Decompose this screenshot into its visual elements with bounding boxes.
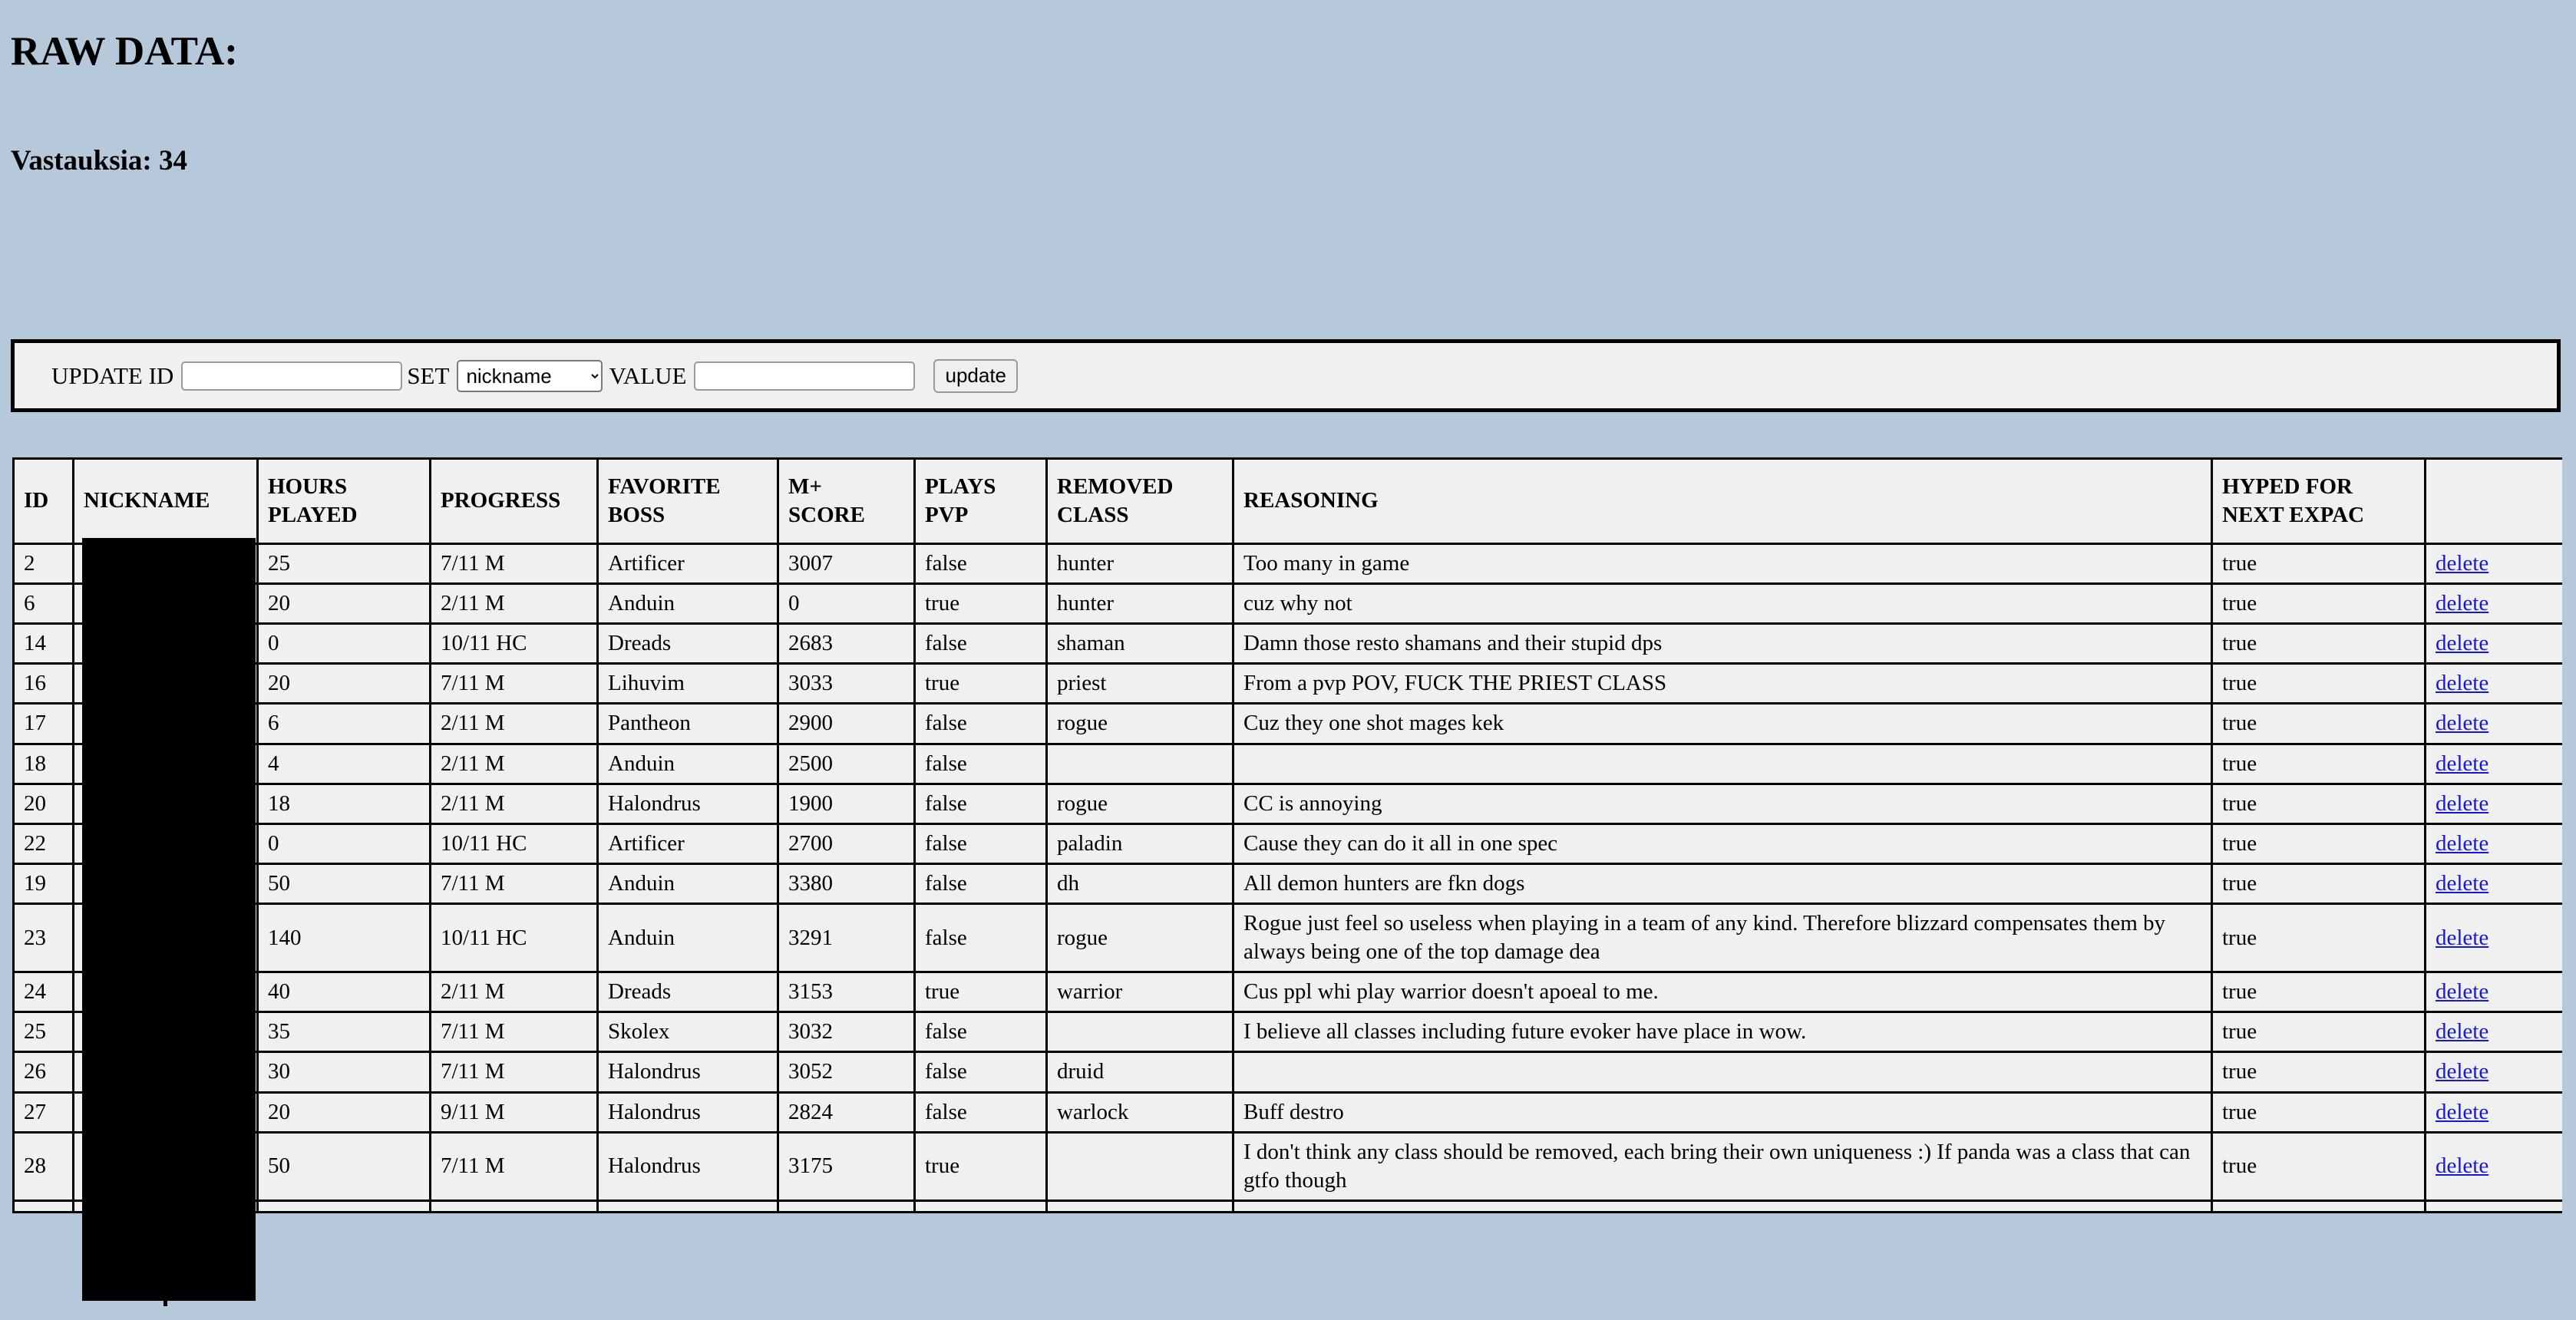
cell-id: 23 bbox=[14, 903, 74, 972]
cell-progress: 7/11 M bbox=[431, 544, 598, 584]
cell-mscore: 3153 bbox=[778, 972, 915, 1012]
cell-hours: 18 bbox=[258, 784, 431, 823]
cell-removed: rogue bbox=[1047, 704, 1234, 744]
cell-pvp: false bbox=[915, 1092, 1047, 1132]
delete-row-link[interactable]: delete bbox=[2436, 711, 2489, 736]
cell-reasoning: Cause they can do it all in one spec bbox=[1234, 823, 2212, 863]
cell-mscore: 0 bbox=[778, 584, 915, 624]
cell-mscore: 1900 bbox=[778, 784, 915, 823]
cell-id: 26 bbox=[14, 1052, 74, 1092]
cell-progress: 10/11 HC bbox=[431, 903, 598, 972]
cell-reasoning: From a pvp POV, FUCK THE PRIEST CLASS bbox=[1234, 664, 2212, 704]
update-id-input[interactable] bbox=[181, 361, 402, 391]
cell-boss: Halondrus bbox=[598, 784, 778, 823]
cell-boss: Pantheon bbox=[598, 704, 778, 744]
cell-actions bbox=[2426, 704, 2563, 744]
cell-pvp: true bbox=[915, 972, 1047, 1012]
cell-boss: Anduin bbox=[598, 584, 778, 624]
cell-id: 20 bbox=[14, 784, 74, 823]
cell-boss: Anduin bbox=[598, 744, 778, 784]
cell-hyped: true bbox=[2212, 584, 2426, 624]
update-value-input[interactable] bbox=[694, 361, 915, 391]
cell-removed: priest bbox=[1047, 664, 1234, 704]
column-header-actions bbox=[2426, 459, 2563, 544]
cell-id: 14 bbox=[14, 624, 74, 664]
cell-hyped: true bbox=[2212, 784, 2426, 823]
cell-boss: Artificer bbox=[598, 544, 778, 584]
cell-reasoning: Rogue just feel so useless when playing in a team of any kind. Therefore blizzard compensates them by always being one of the top damage dea bbox=[1234, 903, 2212, 972]
cell-hyped: true bbox=[2212, 1052, 2426, 1092]
cell-hyped: true bbox=[2212, 744, 2426, 784]
value-label: VALUE bbox=[609, 361, 687, 389]
cell-boss: Anduin bbox=[598, 903, 778, 972]
cell-pvp: false bbox=[915, 704, 1047, 744]
delete-row-link[interactable]: delete bbox=[2436, 551, 2489, 576]
cell-removed: hunter bbox=[1047, 584, 1234, 624]
delete-row-link[interactable]: delete bbox=[2436, 1019, 2489, 1044]
set-column-select[interactable] bbox=[457, 360, 603, 392]
cell-actions bbox=[2426, 1052, 2563, 1092]
column-header-mscore: M+ SCORE bbox=[778, 459, 915, 544]
cell-reasoning bbox=[1234, 1200, 2212, 1212]
cell-hyped: true bbox=[2212, 903, 2426, 972]
cell-progress: 7/11 M bbox=[431, 1052, 598, 1092]
cell-reasoning: Cus ppl whi play warrior doesn't apoeal to me. bbox=[1234, 972, 2212, 1012]
cell-progress: 2/11 M bbox=[431, 744, 598, 784]
cell-pvp: false bbox=[915, 624, 1047, 664]
cell-id: 18 bbox=[14, 744, 74, 784]
cell-reasoning: Too many in game bbox=[1234, 544, 2212, 584]
table-row bbox=[14, 784, 2563, 823]
cell-boss: Artificer bbox=[598, 823, 778, 863]
cell-id: 16 bbox=[14, 664, 74, 704]
cell-mscore: 3033 bbox=[778, 664, 915, 704]
cell-removed: shaman bbox=[1047, 624, 1234, 664]
cell-progress: 2/11 M bbox=[431, 584, 598, 624]
cell-boss: Dreads bbox=[598, 624, 778, 664]
cell-id bbox=[14, 1200, 74, 1212]
cell-boss: Halondrus bbox=[598, 1092, 778, 1132]
set-label: SET bbox=[407, 361, 450, 389]
response-count-heading: Vastauksia: 34 bbox=[11, 145, 187, 177]
cell-pvp: false bbox=[915, 903, 1047, 972]
cell-boss: Skolex bbox=[598, 1012, 778, 1052]
delete-row-link[interactable]: delete bbox=[2436, 790, 2489, 816]
cell-mscore: 3175 bbox=[778, 1132, 915, 1200]
cell-pvp: false bbox=[915, 1012, 1047, 1052]
cell-reasoning bbox=[1234, 744, 2212, 784]
cell-mscore: 2824 bbox=[778, 1092, 915, 1132]
table-row bbox=[14, 704, 2563, 744]
cell-actions bbox=[2426, 903, 2563, 972]
column-header-removed: REMOVED CLASS bbox=[1047, 459, 1234, 544]
column-header-nickname: NICKNAME bbox=[74, 459, 258, 544]
cell-hours: 140 bbox=[258, 903, 431, 972]
cell-hours: 0 bbox=[258, 624, 431, 664]
cell-id: 6 bbox=[14, 584, 74, 624]
cell-hours: 20 bbox=[258, 1092, 431, 1132]
cell-progress: 2/11 M bbox=[431, 784, 598, 823]
delete-row-link[interactable]: delete bbox=[2436, 830, 2489, 856]
table-row bbox=[14, 1092, 2563, 1132]
cell-id: 27 bbox=[14, 1092, 74, 1132]
column-header-reasoning: REASONING bbox=[1234, 459, 2212, 544]
cell-id: 22 bbox=[14, 823, 74, 863]
cell-progress: 2/11 M bbox=[431, 704, 598, 744]
delete-row-link[interactable]: delete bbox=[2436, 591, 2489, 616]
cell-reasoning: Cuz they one shot mages kek bbox=[1234, 704, 2212, 744]
table-row bbox=[14, 1012, 2563, 1052]
cell-actions bbox=[2426, 1200, 2563, 1212]
column-header-progress: PROGRESS bbox=[431, 459, 598, 544]
cell-hours: 30 bbox=[258, 1052, 431, 1092]
cell-reasoning: I believe all classes including future evoker have place in wow. bbox=[1234, 1012, 2212, 1052]
cell-hours: 25 bbox=[258, 544, 431, 584]
table-header-row bbox=[14, 459, 2563, 544]
delete-row-link[interactable]: delete bbox=[2436, 751, 2489, 776]
cell-progress: 7/11 M bbox=[431, 863, 598, 903]
cell-progress: 10/11 HC bbox=[431, 823, 598, 863]
cell-pvp: false bbox=[915, 544, 1047, 584]
page-title: RAW DATA: bbox=[11, 29, 238, 74]
update-record-form bbox=[11, 339, 2561, 412]
cell-boss: Halondrus bbox=[598, 1132, 778, 1200]
cell-id: 28 bbox=[14, 1132, 74, 1200]
delete-row-link[interactable]: delete bbox=[2436, 671, 2489, 696]
cell-actions bbox=[2426, 1092, 2563, 1132]
cell-actions bbox=[2426, 972, 2563, 1012]
cell-removed: hunter bbox=[1047, 544, 1234, 584]
cell-pvp: true bbox=[915, 1132, 1047, 1200]
cell-actions bbox=[2426, 584, 2563, 624]
cell-actions bbox=[2426, 664, 2563, 704]
cell-hours: 50 bbox=[258, 1132, 431, 1200]
cell-progress bbox=[431, 1200, 598, 1212]
table-row bbox=[14, 863, 2563, 903]
raw-data-table-wrapper bbox=[12, 457, 2562, 1320]
cell-hyped: true bbox=[2212, 823, 2426, 863]
table-row bbox=[14, 624, 2563, 664]
cell-hours bbox=[258, 1200, 431, 1212]
cell-pvp: true bbox=[915, 664, 1047, 704]
update-button[interactable]: update bbox=[933, 359, 1018, 393]
cell-progress: 7/11 M bbox=[431, 664, 598, 704]
cell-id: 2 bbox=[14, 544, 74, 584]
cell-boss: Anduin bbox=[598, 863, 778, 903]
cell-removed bbox=[1047, 1132, 1234, 1200]
delete-row-link[interactable]: delete bbox=[2436, 979, 2489, 1005]
delete-row-link[interactable]: delete bbox=[2436, 1153, 2489, 1179]
table-row bbox=[14, 972, 2563, 1012]
cell-hours: 4 bbox=[258, 744, 431, 784]
cell-pvp: false bbox=[915, 863, 1047, 903]
cell-reasoning: Damn those resto shamans and their stupid dps bbox=[1234, 624, 2212, 664]
cell-removed: rogue bbox=[1047, 784, 1234, 823]
delete-row-link[interactable]: delete bbox=[2436, 870, 2489, 896]
cell-id: 17 bbox=[14, 704, 74, 744]
cell-reasoning: I don't think any class should be removed, each bring their own uniqueness :) If panda was a class that can gtfo though bbox=[1234, 1132, 2212, 1200]
cell-hours: 6 bbox=[258, 704, 431, 744]
cell-hyped bbox=[2212, 1200, 2426, 1212]
cell-progress: 7/11 M bbox=[431, 1132, 598, 1200]
cell-mscore: 2683 bbox=[778, 624, 915, 664]
cell-id: 24 bbox=[14, 972, 74, 1012]
cell-boss: Halondrus bbox=[598, 1052, 778, 1092]
cell-removed: paladin bbox=[1047, 823, 1234, 863]
cell-mscore: 3291 bbox=[778, 903, 915, 972]
cell-mscore: 3052 bbox=[778, 1052, 915, 1092]
cell-progress: 7/11 M bbox=[431, 1012, 598, 1052]
column-header-id: ID bbox=[14, 459, 74, 544]
cell-hyped: true bbox=[2212, 544, 2426, 584]
column-header-hyped: HYPED FOR NEXT EXPAC bbox=[2212, 459, 2426, 544]
cell-removed: dh bbox=[1047, 863, 1234, 903]
cell-reasoning: cuz why not bbox=[1234, 584, 2212, 624]
cell-mscore: 2900 bbox=[778, 704, 915, 744]
nickname-redaction-tick bbox=[163, 1295, 167, 1306]
column-header-hours: HOURS PLAYED bbox=[258, 459, 431, 544]
cell-boss bbox=[598, 1200, 778, 1212]
table-row bbox=[14, 1052, 2563, 1092]
table-row bbox=[14, 544, 2563, 584]
cell-pvp: false bbox=[915, 823, 1047, 863]
cell-reasoning: Buff destro bbox=[1234, 1092, 2212, 1132]
cell-actions bbox=[2426, 544, 2563, 584]
cell-hours: 20 bbox=[258, 584, 431, 624]
column-header-boss: FAVORITE BOSS bbox=[598, 459, 778, 544]
cell-hyped: true bbox=[2212, 1132, 2426, 1200]
table-row bbox=[14, 1200, 2563, 1212]
cell-hours: 35 bbox=[258, 1012, 431, 1052]
cell-pvp: false bbox=[915, 1052, 1047, 1092]
cell-hyped: true bbox=[2212, 624, 2426, 664]
table-row bbox=[14, 903, 2563, 972]
table-row bbox=[14, 744, 2563, 784]
cell-removed: warrior bbox=[1047, 972, 1234, 1012]
cell-pvp: true bbox=[915, 584, 1047, 624]
cell-hours: 0 bbox=[258, 823, 431, 863]
cell-hyped: true bbox=[2212, 1012, 2426, 1052]
cell-mscore: 2700 bbox=[778, 823, 915, 863]
cell-progress: 2/11 M bbox=[431, 972, 598, 1012]
cell-hyped: true bbox=[2212, 664, 2426, 704]
cell-hyped: true bbox=[2212, 704, 2426, 744]
raw-data-table bbox=[12, 457, 2562, 1213]
cell-hyped: true bbox=[2212, 1092, 2426, 1132]
delete-row-link[interactable]: delete bbox=[2436, 631, 2489, 656]
cell-actions bbox=[2426, 823, 2563, 863]
delete-row-link[interactable]: delete bbox=[2436, 1059, 2489, 1084]
cell-hours: 40 bbox=[258, 972, 431, 1012]
cell-pvp: false bbox=[915, 784, 1047, 823]
cell-progress: 10/11 HC bbox=[431, 624, 598, 664]
cell-boss: Lihuvim bbox=[598, 664, 778, 704]
cell-reasoning: CC is annoying bbox=[1234, 784, 2212, 823]
nickname-redaction-overlay bbox=[82, 538, 256, 1301]
cell-removed bbox=[1047, 744, 1234, 784]
cell-removed: druid bbox=[1047, 1052, 1234, 1092]
cell-hyped: true bbox=[2212, 863, 2426, 903]
update-id-label: UPDATE ID bbox=[51, 361, 174, 389]
cell-removed: warlock bbox=[1047, 1092, 1234, 1132]
cell-hours: 50 bbox=[258, 863, 431, 903]
cell-removed: rogue bbox=[1047, 903, 1234, 972]
delete-row-link[interactable]: delete bbox=[2436, 925, 2489, 950]
cell-progress: 9/11 M bbox=[431, 1092, 598, 1132]
table-row bbox=[14, 584, 2563, 624]
cell-id: 19 bbox=[14, 863, 74, 903]
cell-mscore: 3380 bbox=[778, 863, 915, 903]
cell-actions bbox=[2426, 784, 2563, 823]
cell-pvp bbox=[915, 1200, 1047, 1212]
cell-actions bbox=[2426, 1132, 2563, 1200]
cell-reasoning bbox=[1234, 1052, 2212, 1092]
cell-mscore bbox=[778, 1200, 915, 1212]
delete-row-link[interactable]: delete bbox=[2436, 1099, 2489, 1124]
cell-hours: 20 bbox=[258, 664, 431, 704]
table-row bbox=[14, 664, 2563, 704]
cell-reasoning: All demon hunters are fkn dogs bbox=[1234, 863, 2212, 903]
cell-boss: Dreads bbox=[598, 972, 778, 1012]
cell-actions bbox=[2426, 744, 2563, 784]
column-header-pvp: PLAYS PVP bbox=[915, 459, 1047, 544]
cell-actions bbox=[2426, 624, 2563, 664]
table-row bbox=[14, 1132, 2563, 1200]
cell-mscore: 3007 bbox=[778, 544, 915, 584]
cell-hyped: true bbox=[2212, 972, 2426, 1012]
table-row bbox=[14, 823, 2563, 863]
cell-removed bbox=[1047, 1200, 1234, 1212]
cell-mscore: 2500 bbox=[778, 744, 915, 784]
cell-pvp: false bbox=[915, 744, 1047, 784]
cell-actions bbox=[2426, 863, 2563, 903]
cell-removed bbox=[1047, 1012, 1234, 1052]
cell-id: 25 bbox=[14, 1012, 74, 1052]
cell-mscore: 3032 bbox=[778, 1012, 915, 1052]
cell-actions bbox=[2426, 1012, 2563, 1052]
